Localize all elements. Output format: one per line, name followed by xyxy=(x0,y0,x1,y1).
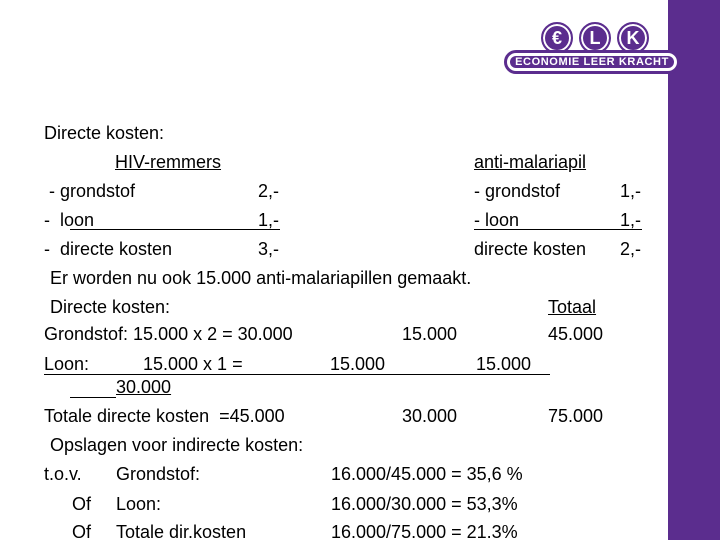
malaria-grondstof-value: 1,- xyxy=(620,181,642,201)
loon-row-wrap: 30.000 xyxy=(116,377,172,397)
ratio-row-value: 16.000/75.000 = 21.3% xyxy=(331,522,518,542)
loon-row-wrap-underline xyxy=(70,397,116,398)
hiv-grondstof-label: - grondstof xyxy=(44,181,136,201)
loon-row-mid1: 15.000 xyxy=(330,354,386,374)
heading-directe-kosten-2: Directe kosten: xyxy=(50,297,171,317)
loon-row-label: Loon: xyxy=(44,354,90,374)
ratio-row-value: 16.000/45.000 = 35,6 % xyxy=(331,464,523,484)
ratio-row-prefix: Of xyxy=(72,494,92,514)
logo-banner-text: ECONOMIE LEER KRACHT xyxy=(510,56,674,68)
malaria-title: anti-malariapil xyxy=(474,152,587,172)
hiv-loon-label: - loon xyxy=(44,210,95,230)
totale-row-label: Totale directe kosten =45.000 xyxy=(44,406,285,426)
ratio-row-label: Loon: xyxy=(116,494,162,514)
totale-row-total: 75.000 xyxy=(548,406,604,426)
l-coin-icon: L xyxy=(579,22,611,54)
hiv-loon-underline xyxy=(70,229,280,230)
malaria-directe-label: directe kosten xyxy=(474,239,587,259)
hiv-directe-value: 3,- xyxy=(258,239,280,259)
grondstof-row-total: 45.000 xyxy=(548,324,604,344)
grondstof-row-label: Grondstof: 15.000 x 2 = 30.000 xyxy=(44,324,293,344)
hiv-directe-label: - directe kosten xyxy=(44,239,173,259)
heading-directe-kosten: Directe kosten: xyxy=(44,123,165,143)
statement: Er worden nu ook 15.000 anti-malariapillen gemaakt. xyxy=(50,268,472,288)
grondstof-row-mid: 15.000 xyxy=(402,324,458,344)
hiv-loon-value: 1,- xyxy=(258,210,280,230)
ratio-row-label: Grondstof: xyxy=(116,464,201,484)
malaria-loon-underline xyxy=(474,229,642,230)
ratio-row-prefix: t.o.v. xyxy=(44,464,82,484)
hiv-title: HIV-remmers xyxy=(115,152,222,172)
euro-coin-icon: € xyxy=(541,22,573,54)
ratio-row-label: Totale dir.kosten xyxy=(116,522,247,542)
loon-row-underline xyxy=(44,374,550,375)
opslagen-heading: Opslagen voor indirecte kosten: xyxy=(50,435,304,455)
malaria-loon-label: - loon xyxy=(474,210,520,230)
hiv-grondstof-value: 2,- xyxy=(258,181,280,201)
malaria-grondstof-label: - grondstof xyxy=(474,181,561,201)
totaal-label: Totaal xyxy=(548,297,597,317)
loon-row-mid2: 15.000 xyxy=(476,354,532,374)
elk-logo xyxy=(500,20,684,82)
malaria-directe-value: 2,- xyxy=(620,239,642,259)
malaria-loon-value: 1,- xyxy=(620,210,642,230)
ratio-row-prefix: Of xyxy=(72,522,92,542)
k-coin-icon: K xyxy=(617,22,649,54)
logo-banner xyxy=(504,50,680,74)
totale-row-mid: 30.000 xyxy=(402,406,458,426)
loon-row-calc: 15.000 x 1 = xyxy=(143,354,243,374)
ratio-row-value: 16.000/30.000 = 53,3% xyxy=(331,494,518,514)
